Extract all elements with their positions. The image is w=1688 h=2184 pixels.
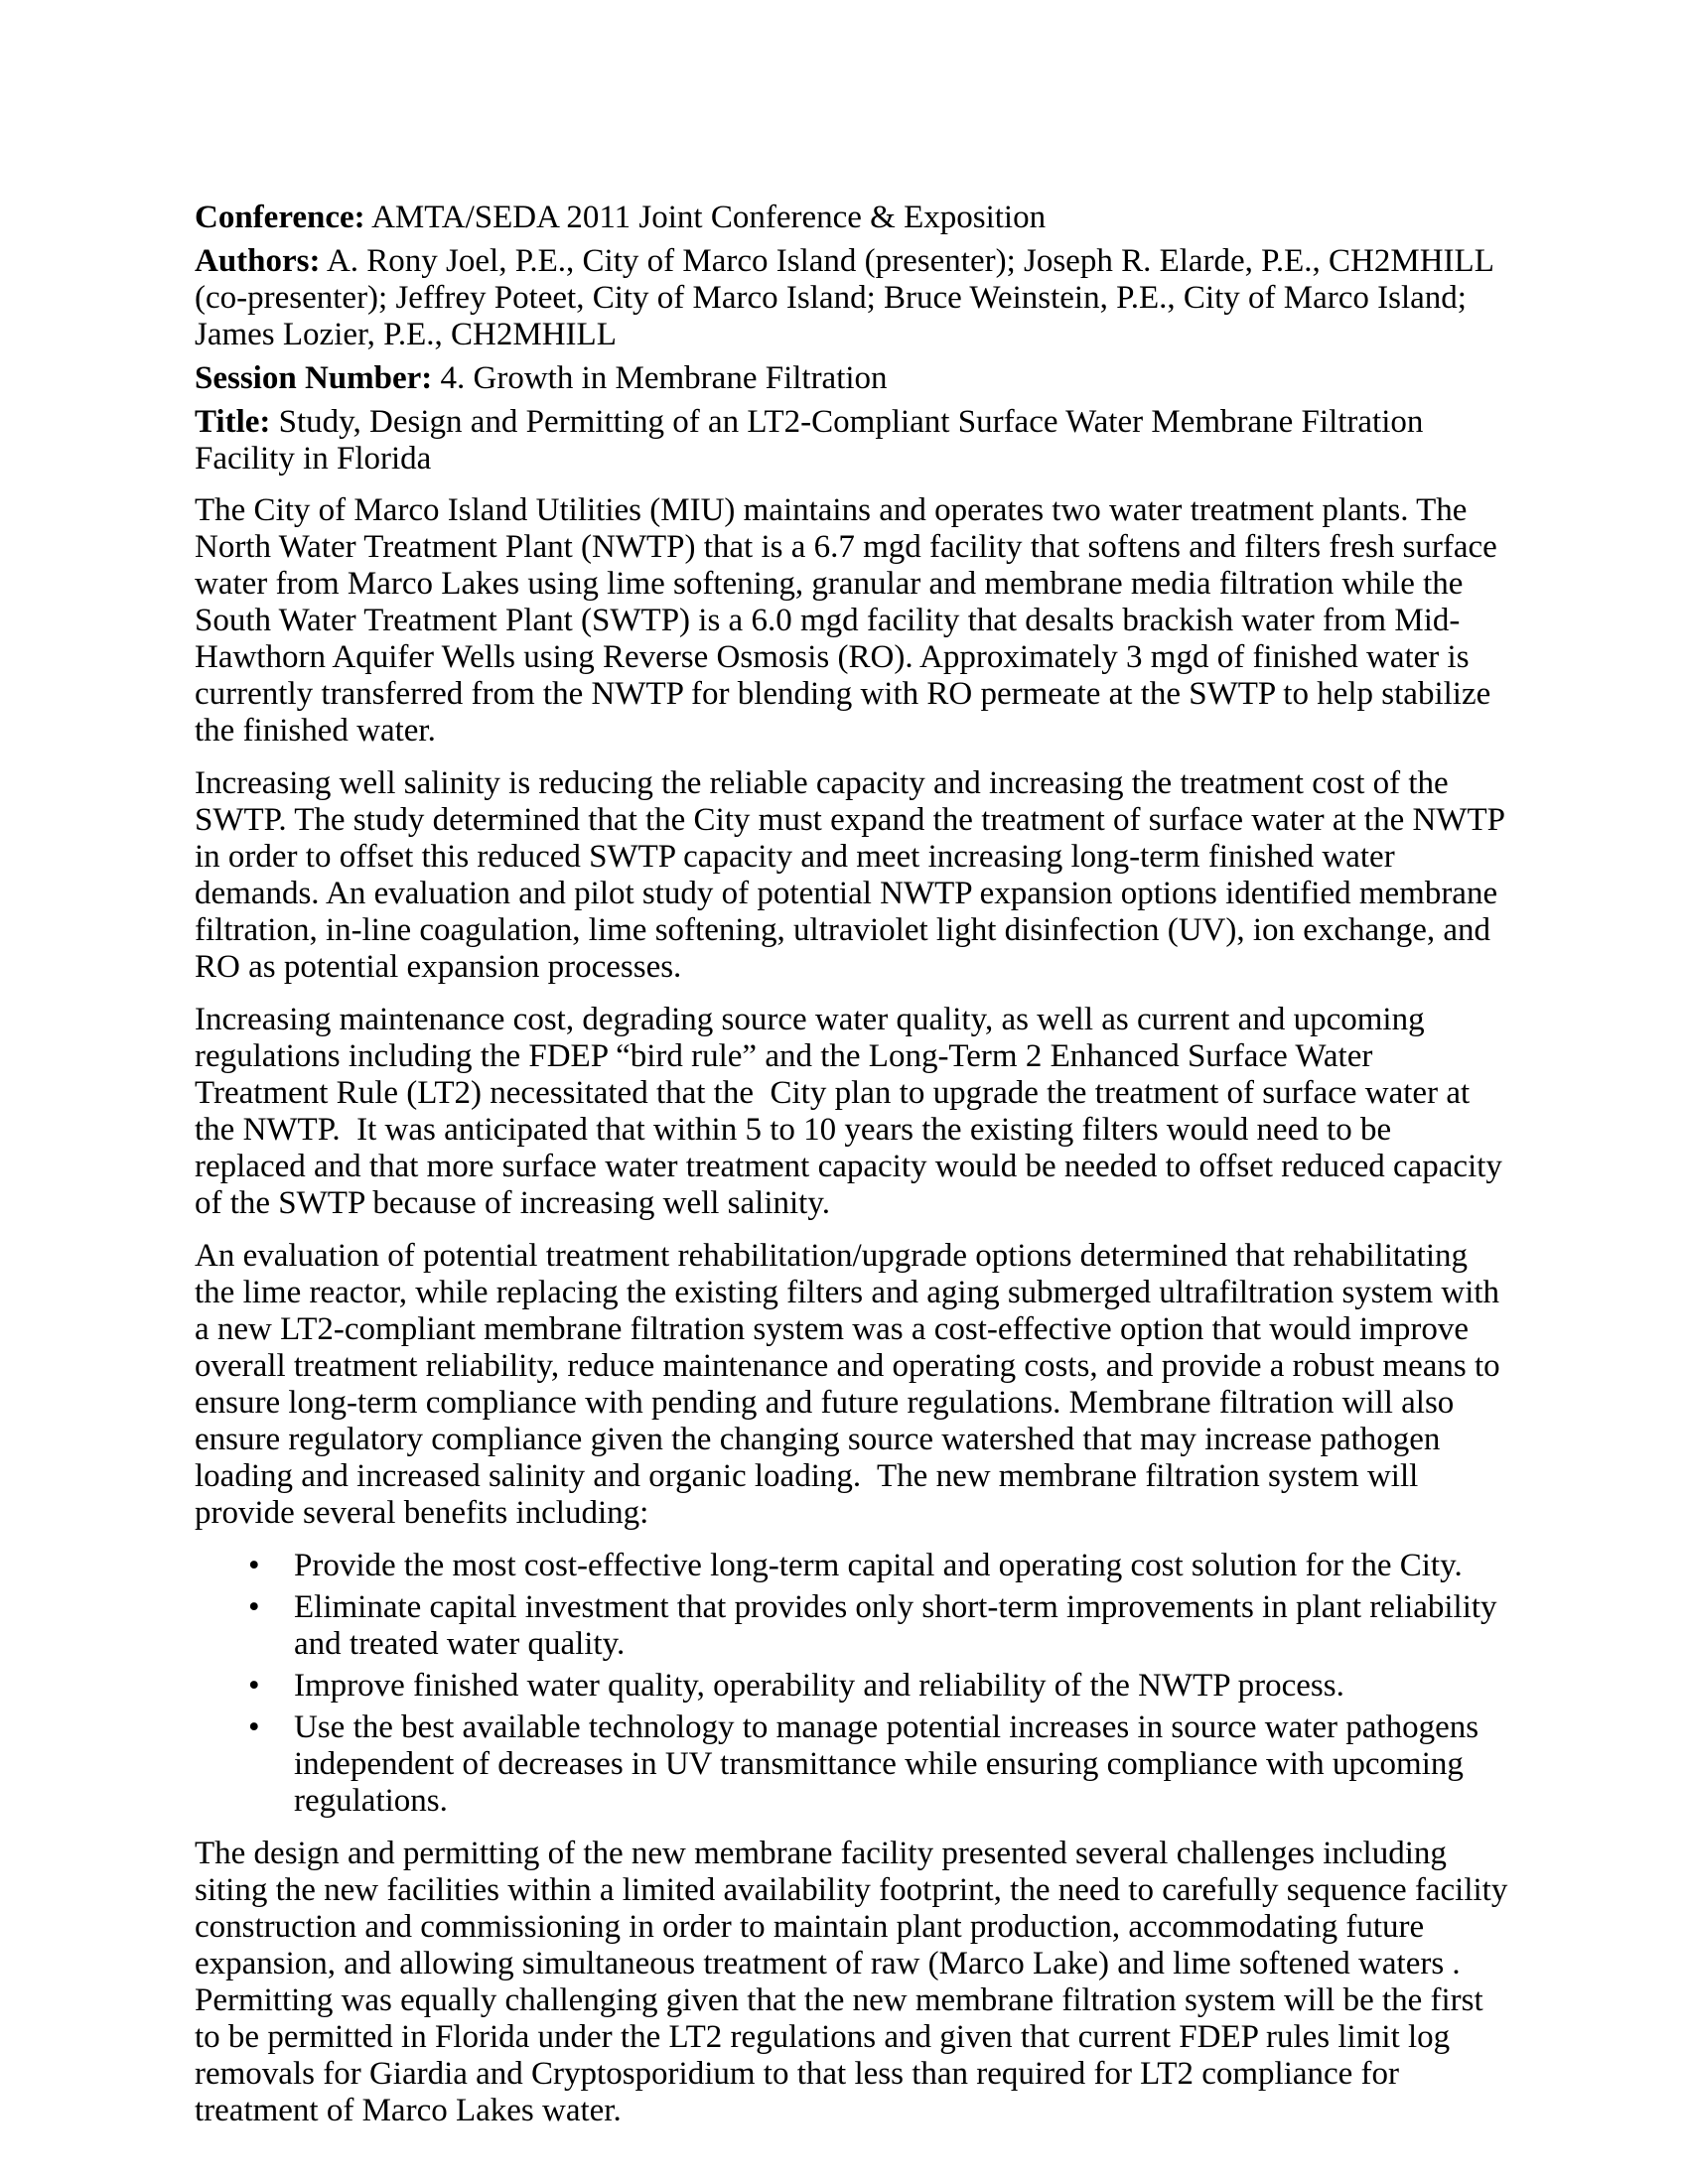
session-number-label: Session Number:: [195, 360, 433, 396]
title-label: Title:: [195, 404, 271, 440]
authors-value: A. Rony Joel, P.E., City of Marco Island (presenter); Joseph R. Elarde, P.E., CH2MHILL (co-presenter); Jeffrey Poteet, City of Marco Island; Bruce Weinstein, P.E., City of Marco Island; James Lozier, P.E., CH2MHILL: [195, 243, 1501, 352]
list-item: • Provide the most cost-effective long-term capital and operating cost solution for the City.: [294, 1548, 1509, 1584]
session-number-line: [195, 360, 1509, 397]
list-item: • Use the best available technology to manage potential increases in source water pathogens independent of decreases in UV transmittance while ensuring compliance with upcoming regulations.: [294, 1709, 1509, 1820]
benefits-list: [195, 1548, 1509, 1820]
abstract-page: [195, 200, 1516, 2145]
paragraph-facilities-overview: The City of Marco Island Utilities (MIU) maintains and operates two water treatment plants. The North Water Treatment Plant (NWTP) that is a 6.7 mgd facility that softens and filters fresh surface water from Marco Lakes using lime softening, granular and membrane media filtration while the South Water Treatment Plant (SWTP) is a 6.0 mgd facility that desalts brackish water from Mid-Hawthorn Aquifer Wells using Reverse Osmosis (RO). Approximately 3 mgd of finished water is currently transferred from the NWTP for blending with RO permeate at the SWTP to help stabilize the finished water.: [195, 492, 1506, 749]
title-line: [195, 404, 1509, 478]
paragraph-evaluation-benefits-intro: An evaluation of potential treatment rehabilitation/upgrade options determined that rehabilitating the lime reactor, while replacing the existing filters and aging submerged ultrafiltration system with a new LT2-compliant membrane filtration system was a cost-effective option that would improve overall treatment reliability, reduce maintenance and operating costs, and provide a robust means to ensure long-term compliance with pending and future regulations. Membrane filtration will also ensure regulatory compliance given the changing source watershed that may increase pathogen loading and increased salinity and organic loading. The new membrane filtration system will provide several benefits including:: [195, 1238, 1508, 1531]
list-item: • Eliminate capital investment that provides only short-term improvements in plant reliability and treated water quality.: [294, 1589, 1509, 1663]
title-value: Study, Design and Permitting of an LT2-Compliant Surface Water Membrane Filtration Facility in Florida: [195, 404, 1432, 477]
paragraph-regulations: Increasing maintenance cost, degrading source water quality, as well as current and upcoming regulations including the FDEP “bird rule” and the Long-Term 2 Enhanced Surface Water Treatment Rule (LT2) necessitated that the City plan to upgrade the treatment of surface water at the NWTP. It was anticipated that within 5 to 10 years the existing filters would need to be replaced and that more surface water treatment capacity would be needed to offset reduced capacity of the SWTP because of increasing well salinity.: [195, 1002, 1511, 1221]
authors-line: [195, 243, 1509, 353]
conference-value: AMTA/SEDA 2011 Joint Conference & Exposition: [364, 200, 1047, 235]
session-number-value: 4. Growth in Membrane Filtration: [432, 360, 888, 396]
conference-line: [195, 200, 1509, 236]
conference-label: Conference:: [195, 200, 365, 235]
authors-label: Authors:: [195, 243, 321, 279]
paragraph-salinity-study: Increasing well salinity is reducing the reliable capacity and increasing the treatment cost of the SWTP. The study determined that the City must expand the treatment of surface water at the NWTP in order to offset this reduced SWTP capacity and meet increasing long-term finished water demands. An evaluation and pilot study of potential NWTP expansion options identified membrane filtration, in-line coagulation, lime softening, ultraviolet light disinfection (UV), ion exchange, and RO as potential expansion processes.: [195, 765, 1512, 985]
paragraph-design-permitting-challenges: The design and permitting of the new membrane facility presented several challenges including siting the new facilities within a limited availability footprint, the need to carefully sequence facility construction and commissioning in order to maintain plant production, accommodating future expansion, and allowing simultaneous treatment of raw (Marco Lake) and lime softened waters . Permitting was equally challenging given that the new membrane filtration system will be the first to be permitted in Florida under the LT2 regulations and given that current FDEP rules limit log removals for Giardia and Cryptosporidium to that less than required for LT2 compliance for treatment of Marco Lakes water.: [195, 1836, 1516, 2128]
list-item: • Improve finished water quality, operability and reliability of the NWTP process.: [294, 1668, 1509, 1705]
